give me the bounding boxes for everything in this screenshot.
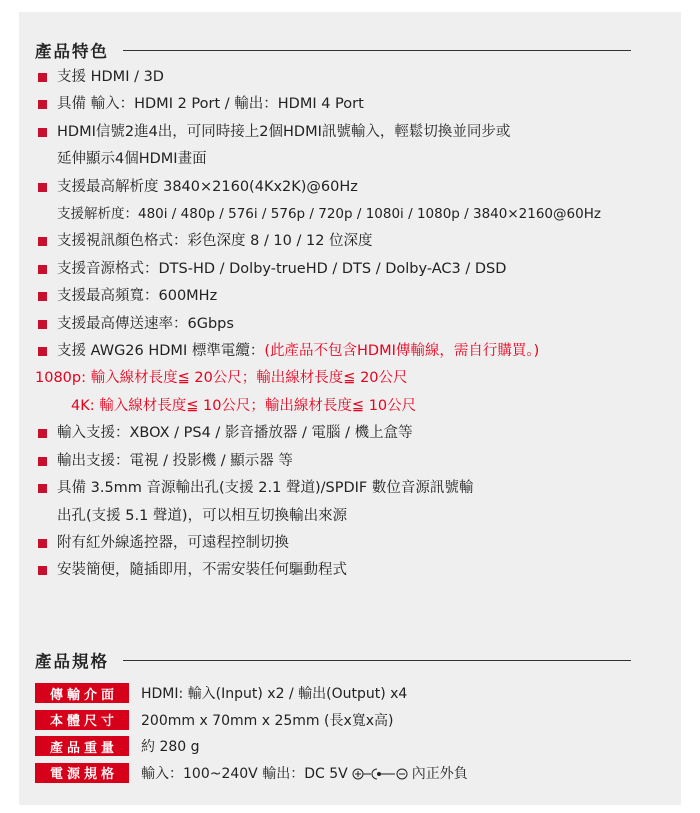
spec-label: 產品重量 [35, 736, 129, 756]
supported-resolutions: 支援解析度：480i / 480p / 576i / 576p / 720p / 1080i / 1080p / 3840×2160@60Hz [57, 206, 601, 223]
feature-text: 支援最高解析度 3840×2160(4Kx2K)@60Hz [57, 178, 358, 195]
feature-text: 支援音源格式：DTS-HD / Dolby-trueHD / DTS / Dolby-AC3 / DSD [57, 260, 507, 277]
bullet-square-icon [38, 73, 47, 82]
spec-label: 傳輸介面 [35, 683, 129, 703]
bullet-square-icon [38, 320, 47, 329]
bullet-square-icon [38, 237, 47, 246]
specs-header [35, 648, 631, 672]
feature-item [35, 283, 675, 310]
feature-text [57, 338, 675, 365]
feature-text: HDMI信號2進4出，可同時接上2個HDMI訊號輸入，輕鬆切換並同步或 [57, 123, 511, 140]
feature-text: 支援最高傳送速率：6Gbps [57, 315, 234, 332]
bullet-square-icon [38, 484, 47, 493]
bullet-square-icon [38, 128, 47, 137]
features-title: 產品特色 [35, 42, 109, 61]
feature-item [35, 448, 675, 475]
spec-row-weight [35, 735, 675, 757]
feature-item [35, 174, 675, 229]
feature-item [35, 557, 675, 584]
spec-value: 約 280 g [141, 739, 200, 755]
spec-row-interface [35, 682, 675, 704]
feature-text: 支援視訊顏色格式：彩色深度 8 / 10 / 12 位深度 [57, 233, 373, 250]
spec-label: 本體尺寸 [35, 710, 129, 730]
feature-item [35, 530, 675, 557]
features-divider [123, 50, 631, 51]
dc-polarity-icon [352, 768, 410, 780]
spec-row-dimensions [35, 709, 675, 731]
bullet-square-icon [38, 539, 47, 548]
bullet-square-icon [38, 457, 47, 466]
feature-item [35, 311, 675, 338]
feature-item [35, 228, 675, 255]
bullet-square-icon [38, 347, 47, 356]
cable-lead-text: 支援 AWG26 HDMI 標準電纜： [57, 343, 265, 360]
feature-list [35, 64, 675, 585]
spec-row-power [35, 762, 675, 784]
bullet-square-icon [38, 292, 47, 301]
cable-length-4k: 4K: 輸入線材長度≦ 10公尺；輸出線材長度≦ 10公尺 [71, 397, 417, 414]
feature-text: 支援最高頻寬：600MHz [57, 288, 218, 305]
feature-text: 具備 3.5mm 音源輸出孔(支援 2.1 聲道)/SPDIF 數位音源訊號輸 [57, 480, 474, 497]
spec-table [35, 682, 675, 788]
features-header [35, 38, 631, 62]
content-card [19, 12, 681, 805]
feature-text: 支援 HDMI / 3D [57, 69, 164, 85]
bullet-square-icon [38, 183, 47, 192]
feature-text: 附有紅外線遙控器，可遠程控制切換 [57, 534, 289, 551]
bullet-square-icon [38, 100, 47, 109]
feature-item [35, 91, 675, 118]
spec-label: 電源規格 [35, 763, 129, 783]
specs-divider [123, 660, 631, 661]
feature-text: 具備 輸入：HDMI 2 Port / 輸出：HDMI 4 Port [57, 96, 364, 113]
polarity-text: 內正外負 [411, 765, 468, 782]
feature-item [35, 475, 675, 530]
cable-length-1080p: 1080p: 輸入線材長度≦ 20公尺；輸出線材長度≦ 20公尺 [35, 370, 408, 387]
spec-value: 200mm x 70mm x 25mm (長x寬x高) [141, 712, 394, 729]
feature-text: 輸入支援：XBOX / PS4 / 影音播放器 / 電腦 / 機上盒等 [57, 425, 413, 442]
bullet-square-icon [38, 429, 47, 438]
feature-text-continued: 延伸顯示4個HDMI畫面 [57, 151, 207, 168]
feature-item [35, 420, 675, 447]
feature-item [35, 256, 675, 283]
feature-item [35, 64, 675, 91]
bullet-square-icon [38, 265, 47, 274]
spec-value [141, 763, 468, 783]
feature-text: 安裝簡便，隨插即用，不需安裝任何驅動程式 [57, 562, 347, 579]
specs-title: 產品規格 [35, 652, 109, 671]
feature-text: 輸出支援：電視 / 投影機 / 顯示器 等 [57, 452, 293, 469]
feature-item-cable [35, 338, 675, 365]
feature-text-continued: 出孔(支援 5.1 聲道)，可以相互切換輸出來源 [57, 507, 348, 524]
cable-notice: (此產品不包含HDMI傳輸線，需自行購買。) [264, 343, 540, 360]
bullet-square-icon [38, 566, 47, 575]
spec-value: HDMI: 輸入(Input) x2 / 輸出(Output) x4 [141, 686, 408, 702]
feature-item [35, 119, 675, 174]
power-text: 輸入：100~240V 輸出：DC 5V [141, 765, 348, 782]
